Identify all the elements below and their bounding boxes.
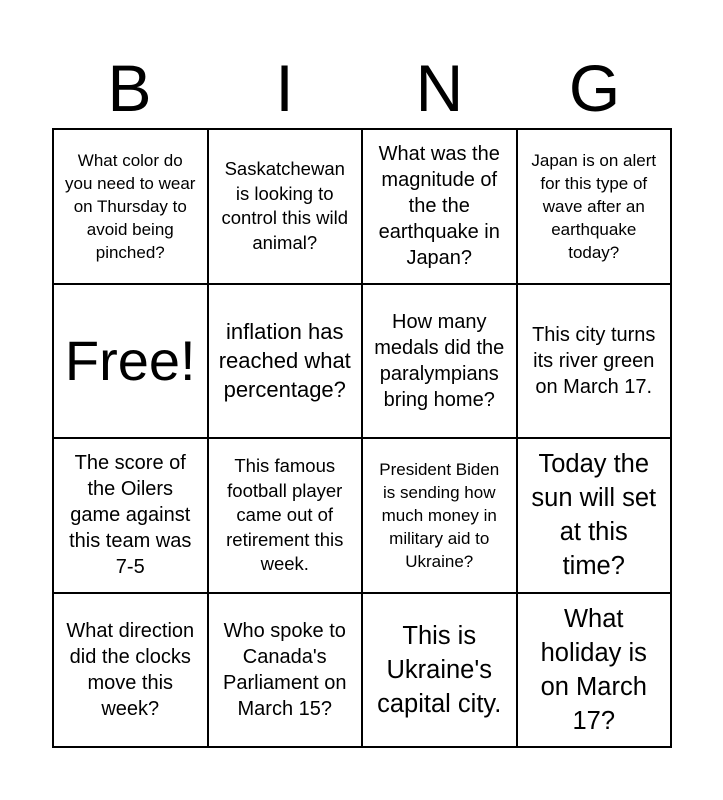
bingo-cell[interactable]: This city turns its river green on March 17. [518,285,673,440]
title-letter-n: N [415,51,464,125]
bingo-cell[interactable]: Japan is on alert for this type of wave after an earthquake today? [518,130,673,285]
bingo-cell[interactable]: This is Ukraine's capital city. [363,594,518,749]
bingo-cell[interactable]: inflation has reached what percentage? [209,285,364,440]
bingo-cell[interactable]: How many medals did the paralympians bring home? [363,285,518,440]
bingo-cell[interactable]: Who spoke to Canada's Parliament on March 15? [209,594,364,749]
title-letter-g: G [568,51,621,125]
bingo-cell[interactable]: What direction did the clocks move this week? [54,594,209,749]
title-letter-b: B [107,51,152,125]
bingo-card-grid [52,128,672,748]
title-letter-i: I [275,51,294,125]
bingo-cell[interactable]: The score of the Oilers game against this team was 7-5 [54,439,209,594]
bingo-cell[interactable]: This famous football player came out of retirement this week. [209,439,364,594]
bingo-cell[interactable]: Today the sun will set at this time? [518,439,673,594]
bingo-cell[interactable]: What holiday is on March 17? [518,594,673,749]
bingo-title [52,50,672,126]
bingo-cell[interactable]: Saskatchewan is looking to control this wild animal? [209,130,364,285]
bingo-free-cell[interactable]: Free! [54,285,209,440]
bingo-cell[interactable]: What was the magnitude of the the earthquake in Japan? [363,130,518,285]
bingo-cell[interactable]: What color do you need to wear on Thursday to avoid being pinched? [54,130,209,285]
bingo-cell[interactable]: President Biden is sending how much money in military aid to Ukraine? [363,439,518,594]
